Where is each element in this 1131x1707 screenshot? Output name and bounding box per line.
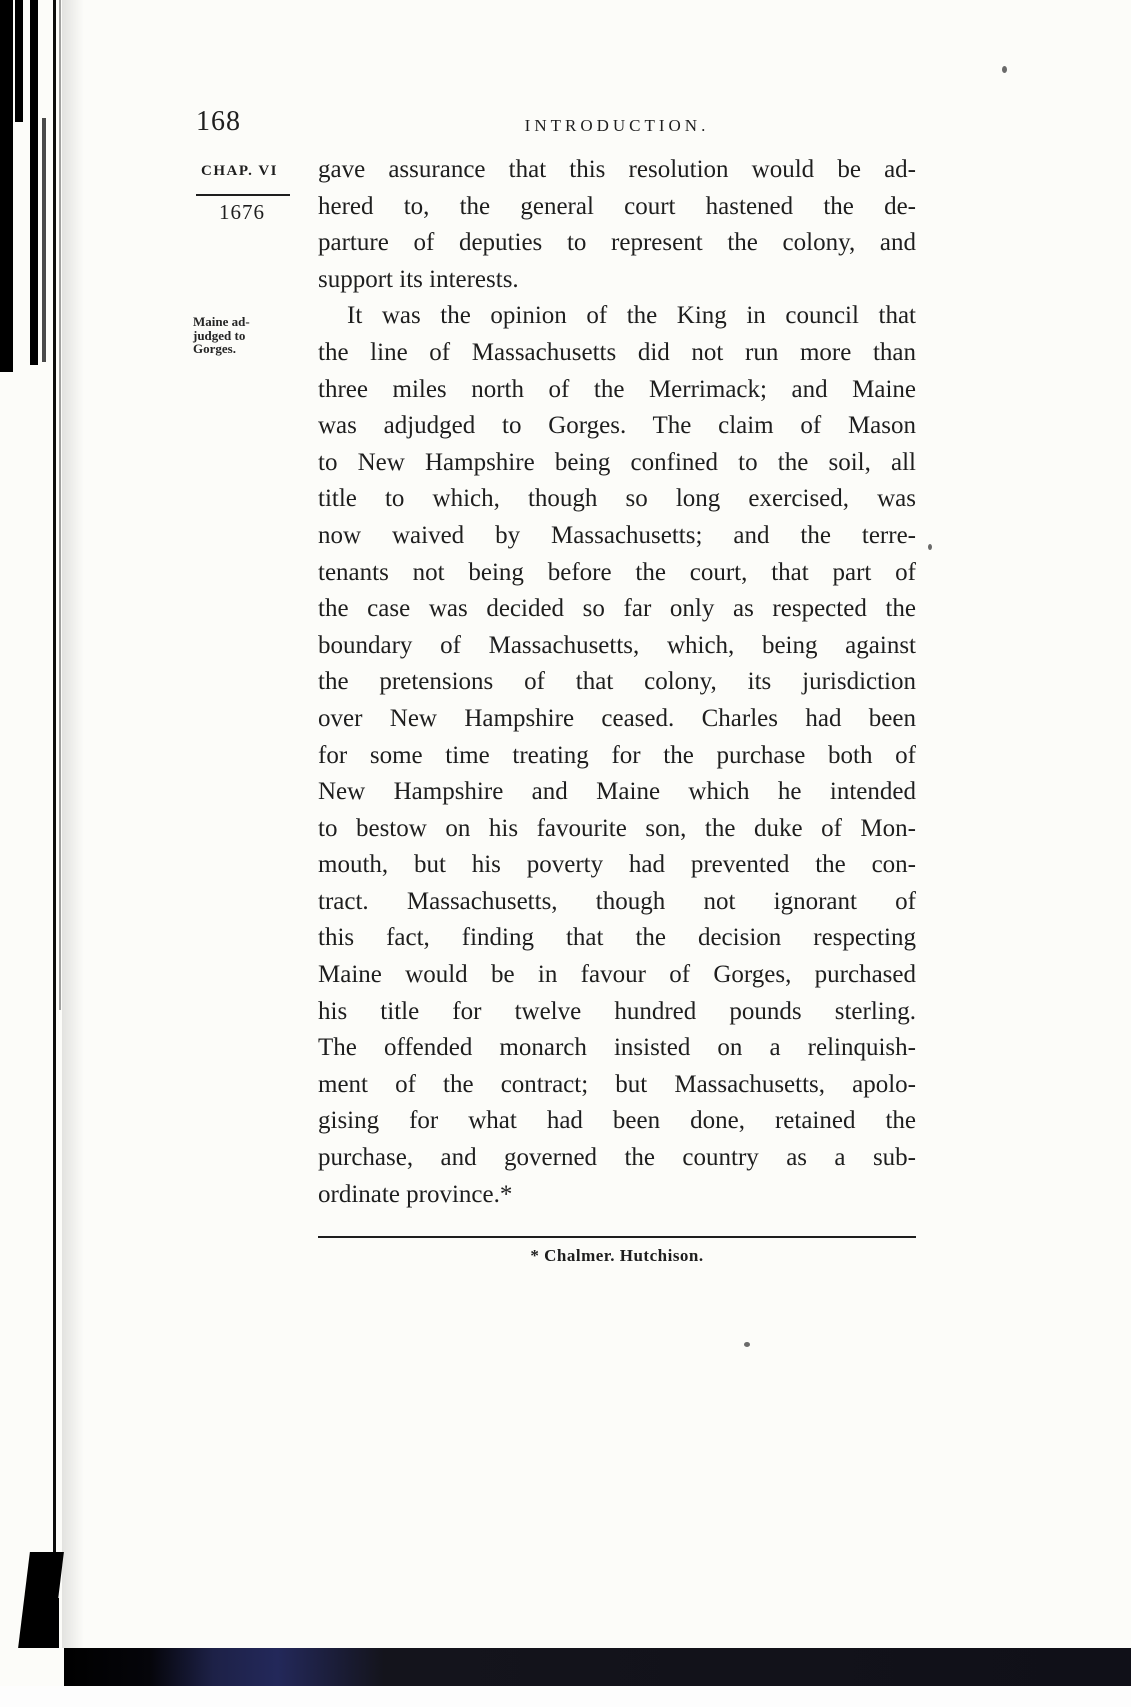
text-line: the line of Massachusetts did not run more than — [318, 338, 916, 366]
text-line: the case was decided so far only as respected the — [318, 595, 916, 623]
scan-speck — [928, 544, 932, 550]
scan-artifact-bottom-bar — [64, 1648, 1131, 1686]
text-line: now waived by Massachusetts; and the terre- — [318, 521, 916, 549]
text-line: gave assurance that this resolution would be ad- — [318, 156, 916, 183]
text-line: for some time treating for the purchase both of — [318, 741, 916, 769]
scan-artifact-shadow — [62, 0, 84, 1648]
text-line: to New Hampshire being confined to the soil, all — [318, 448, 916, 476]
margin-note-line: Gorges. — [193, 341, 236, 356]
footnote: * Chalmer. Hutchison. — [530, 1246, 704, 1265]
paragraph — [318, 152, 916, 298]
margin-note-line: judged to — [193, 327, 246, 343]
scan-artifact-blob — [44, 1598, 59, 1648]
scan-artifact-binding-bar — [30, 0, 38, 365]
text-line: tenants not being before the court, that part of — [318, 558, 916, 586]
scan-speck — [1002, 66, 1007, 73]
text-line: three miles north of the Merrimack; and Maine — [318, 375, 916, 403]
running-header: INTRODUCTION. — [524, 116, 710, 135]
footnote-rule — [318, 1236, 916, 1238]
text-line: title to which, though so long exercised, was — [318, 485, 916, 513]
text-line: hered to, the general court hastened the de- — [318, 192, 916, 220]
scan-artifact-bottom-edge — [0, 1686, 1131, 1707]
margin-note — [193, 315, 303, 356]
text-line: New Hampshire and Maine which he intended — [318, 778, 916, 806]
chapter-rule — [196, 194, 290, 196]
scan-artifact-crease-line — [53, 0, 56, 1648]
text-line: the pretensions of that colony, its jurisdiction — [318, 668, 916, 696]
text-line: Maine would be in favour of Gorges, purchased — [318, 961, 916, 989]
paragraph — [318, 298, 916, 1213]
text-line: ordinate province.* — [318, 1180, 513, 1208]
text-line: It was the opinion of the King in council that — [347, 302, 916, 330]
margin-note-line: Maine ad- — [193, 314, 250, 329]
text-line: ment of the contract; but Massachusetts, apolo- — [318, 1070, 916, 1098]
scan-artifact-binding-bar — [15, 0, 23, 122]
text-line: gising for what had been done, retained the — [318, 1107, 916, 1135]
chapter-label: CHAP. VI — [201, 163, 279, 179]
text-line: The offended monarch insisted on a relinquish- — [318, 1034, 916, 1062]
scan-artifact-crease-line — [59, 0, 61, 1010]
text-line: over New Hampshire ceased. Charles had been — [318, 704, 916, 732]
text-line: this fact, finding that the decision respecting — [318, 924, 916, 952]
body-text — [318, 152, 916, 1213]
text-line: mouth, but his poverty had prevented the con- — [318, 851, 916, 879]
text-line: parture of deputies to represent the colony, and — [318, 229, 916, 257]
text-line: to bestow on his favourite son, the duke of Mon- — [318, 814, 916, 842]
text-line: was adjudged to Gorges. The claim of Mason — [318, 412, 916, 440]
text-line: his title for twelve hundred pounds sterling. — [318, 997, 916, 1025]
text-line: boundary of Massachusetts, which, being against — [318, 631, 916, 659]
text-line: purchase, and governed the country as a sub- — [318, 1144, 916, 1172]
scan-speck — [744, 1342, 750, 1347]
scan-artifact-binding-bar — [42, 118, 46, 362]
page-number: 168 — [196, 106, 241, 137]
text-line: tract. Massachusetts, though not ignorant of — [318, 887, 916, 915]
year-label: 1676 — [219, 200, 265, 224]
text-line: support its interests. — [318, 265, 519, 293]
scan-artifact-binding-bar — [0, 0, 13, 372]
